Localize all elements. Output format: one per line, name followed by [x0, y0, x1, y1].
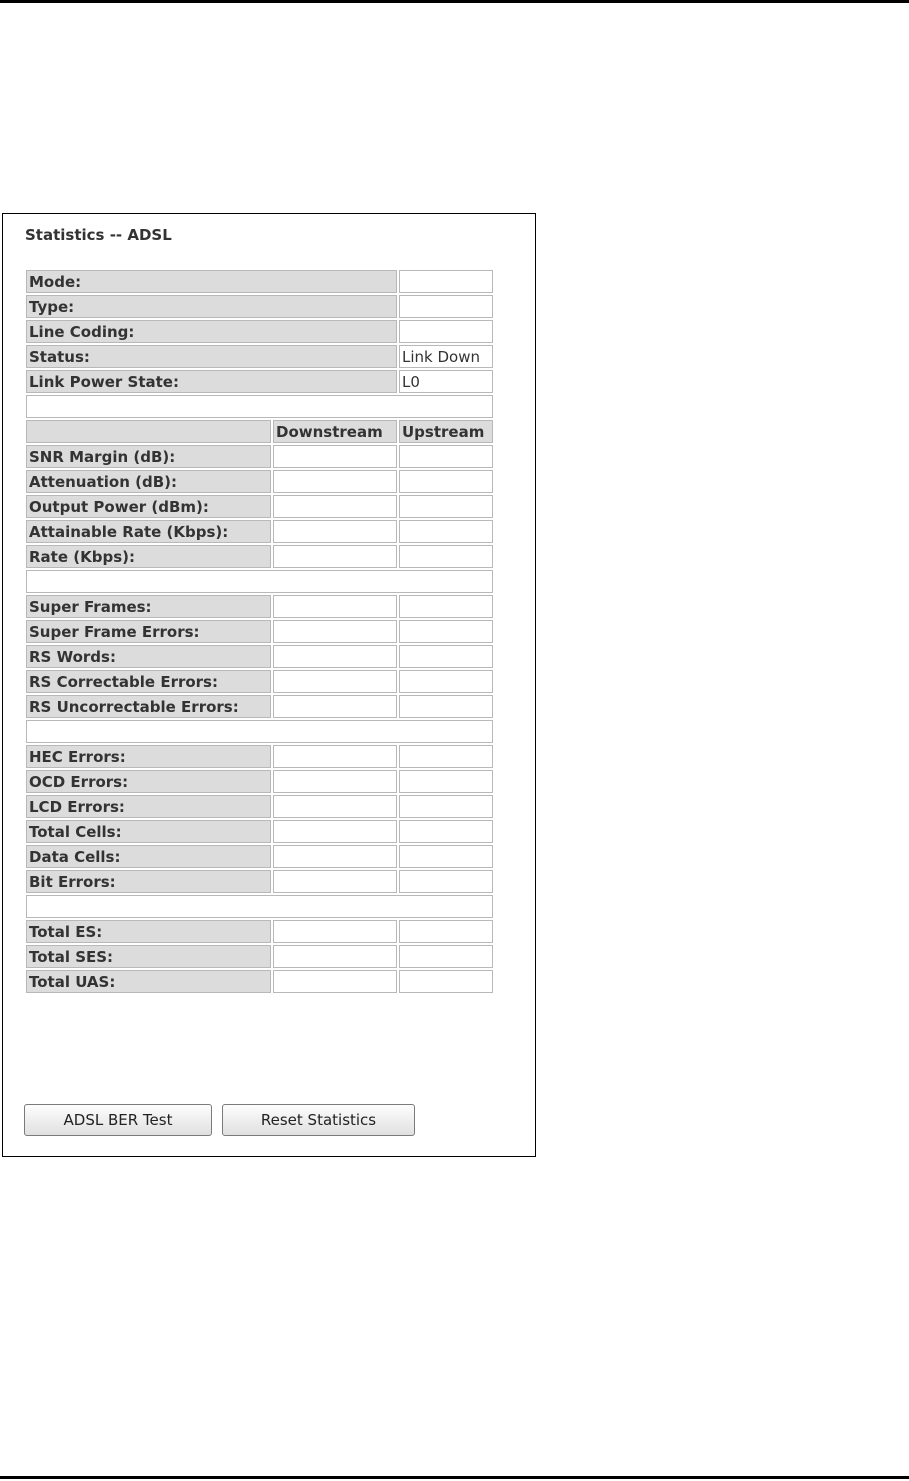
table-row [26, 595, 493, 618]
spacer-row [26, 570, 493, 593]
downstream-value [273, 920, 397, 943]
stat-label: LCD Errors: [26, 795, 271, 818]
stat-label: Data Cells: [26, 845, 271, 868]
stat-label: Line Coding: [26, 320, 397, 343]
table-row [26, 620, 493, 643]
spacer-cell [26, 570, 493, 593]
table-row [26, 445, 493, 468]
header-downstream: Downstream [273, 420, 397, 443]
top-rule [0, 0, 909, 3]
upstream-value [399, 820, 493, 843]
table-row [26, 370, 493, 393]
spacer-cell [26, 395, 493, 418]
table-row [26, 320, 493, 343]
downstream-value [273, 870, 397, 893]
table-row [26, 695, 493, 718]
header-upstream: Upstream [399, 420, 493, 443]
downstream-value [273, 845, 397, 868]
downstream-value [273, 645, 397, 668]
downstream-value [273, 595, 397, 618]
table-row [26, 670, 493, 693]
downstream-value [273, 470, 397, 493]
adsl-statistics-panel [2, 213, 536, 1157]
table-row [26, 645, 493, 668]
spacer-cell [26, 895, 493, 918]
stat-value [399, 295, 493, 318]
downstream-value [273, 545, 397, 568]
upstream-value [399, 620, 493, 643]
stat-label: RS Words: [26, 645, 271, 668]
upstream-value [399, 695, 493, 718]
downstream-value [273, 970, 397, 993]
stat-label: Mode: [26, 270, 397, 293]
downstream-value [273, 820, 397, 843]
table-row [26, 470, 493, 493]
upstream-value [399, 445, 493, 468]
stat-label: Super Frames: [26, 595, 271, 618]
upstream-value [399, 970, 493, 993]
stat-label: SNR Margin (dB): [26, 445, 271, 468]
stat-label: Link Power State: [26, 370, 397, 393]
stat-label: Output Power (dBm): [26, 495, 271, 518]
downstream-value [273, 945, 397, 968]
upstream-value [399, 645, 493, 668]
table-row [26, 820, 493, 843]
stat-label: Total Cells: [26, 820, 271, 843]
table-row [26, 545, 493, 568]
stat-label: Total SES: [26, 945, 271, 968]
spacer-row [26, 895, 493, 918]
upstream-value [399, 545, 493, 568]
table-row [26, 495, 493, 518]
table-row [26, 845, 493, 868]
upstream-value [399, 745, 493, 768]
downstream-value [273, 795, 397, 818]
stat-label: Rate (Kbps): [26, 545, 271, 568]
column-header-row [26, 420, 493, 443]
stat-label: Status: [26, 345, 397, 368]
downstream-value [273, 445, 397, 468]
spacer-cell [26, 720, 493, 743]
upstream-value [399, 920, 493, 943]
stat-label: Total UAS: [26, 970, 271, 993]
table-row [26, 345, 493, 368]
downstream-value [273, 620, 397, 643]
downstream-value [273, 520, 397, 543]
stat-value [399, 270, 493, 293]
spacer-row [26, 720, 493, 743]
stat-label: RS Uncorrectable Errors: [26, 695, 271, 718]
downstream-value [273, 495, 397, 518]
spacer-row [26, 395, 493, 418]
upstream-value [399, 520, 493, 543]
table-row [26, 745, 493, 768]
stat-label: Type: [26, 295, 397, 318]
stat-value: Link Down [399, 345, 493, 368]
upstream-value [399, 795, 493, 818]
stat-value: L0 [399, 370, 493, 393]
upstream-value [399, 470, 493, 493]
reset-statistics-button[interactable]: Reset Statistics [222, 1104, 415, 1136]
table-row [26, 870, 493, 893]
page-title: Statistics -- ADSL [25, 226, 172, 244]
header-blank [26, 420, 271, 443]
table-row [26, 795, 493, 818]
stat-label: RS Correctable Errors: [26, 670, 271, 693]
stat-label: OCD Errors: [26, 770, 271, 793]
downstream-value [273, 670, 397, 693]
stat-label: Attenuation (dB): [26, 470, 271, 493]
stat-label: Total ES: [26, 920, 271, 943]
adsl-ber-test-button[interactable]: ADSL BER Test [24, 1104, 212, 1136]
bottom-rule [0, 1476, 909, 1479]
upstream-value [399, 670, 493, 693]
upstream-value [399, 870, 493, 893]
upstream-value [399, 770, 493, 793]
upstream-value [399, 945, 493, 968]
table-row [26, 970, 493, 993]
downstream-value [273, 770, 397, 793]
stat-label: Bit Errors: [26, 870, 271, 893]
table-row [26, 945, 493, 968]
table-row [26, 520, 493, 543]
upstream-value [399, 845, 493, 868]
table-row [26, 270, 493, 293]
table-row [26, 770, 493, 793]
upstream-value [399, 495, 493, 518]
table-row [26, 920, 493, 943]
statistics-table [24, 268, 495, 995]
stat-label: Super Frame Errors: [26, 620, 271, 643]
downstream-value [273, 695, 397, 718]
stat-label: HEC Errors: [26, 745, 271, 768]
upstream-value [399, 595, 493, 618]
table-row [26, 295, 493, 318]
stat-label: Attainable Rate (Kbps): [26, 520, 271, 543]
stat-value [399, 320, 493, 343]
downstream-value [273, 745, 397, 768]
